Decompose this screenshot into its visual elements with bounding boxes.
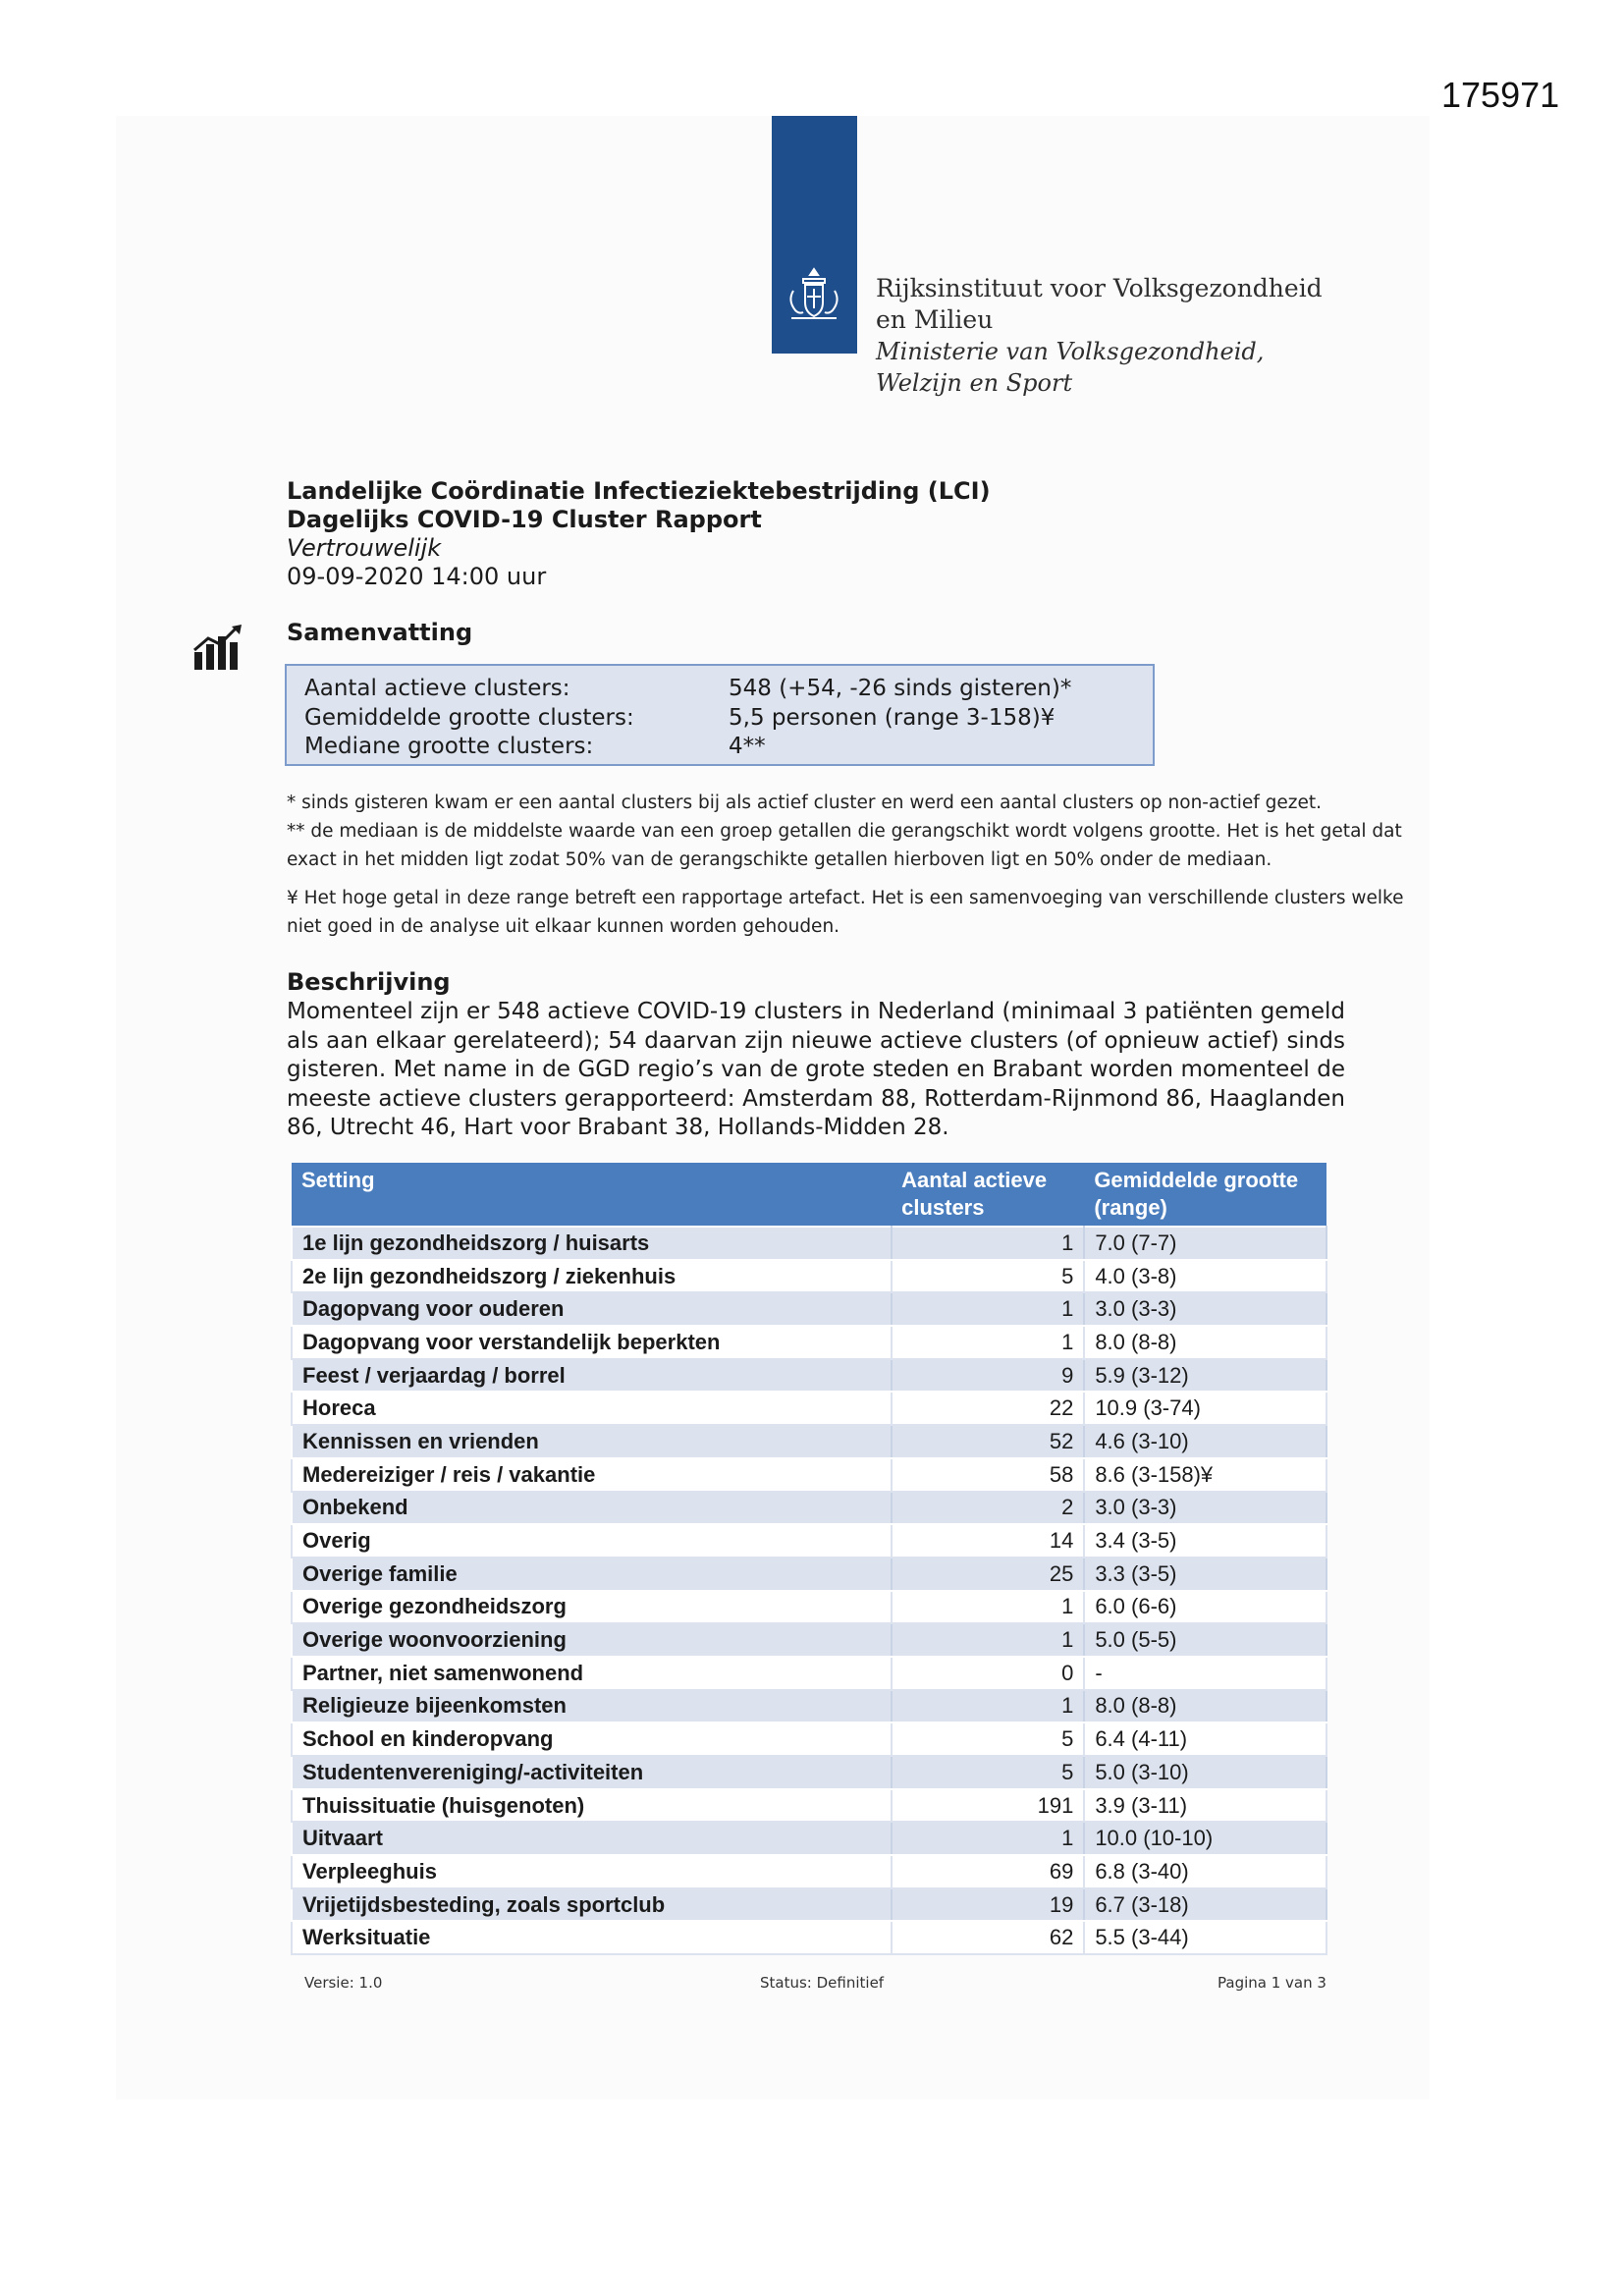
setting-cell: Kennissen en vrienden	[292, 1425, 892, 1458]
setting-cell: 1e lijn gezondheidszorg / huisarts	[292, 1227, 892, 1260]
count-cell: 62	[892, 1921, 1084, 1954]
count-cell: 1	[892, 1822, 1084, 1855]
table-row	[292, 1756, 1326, 1789]
size-cell: 5.0 (3-10)	[1084, 1756, 1326, 1789]
table-row	[292, 1524, 1326, 1558]
summary-box	[285, 664, 1155, 766]
report-subtitle: Dagelijks COVID-19 Cluster Rapport	[287, 506, 762, 533]
size-cell: 5.5 (3-44)	[1084, 1921, 1326, 1954]
setting-cell: Onbekend	[292, 1492, 892, 1525]
size-cell: 5.0 (5-5)	[1084, 1623, 1326, 1657]
count-cell: 1	[892, 1227, 1084, 1260]
count-cell: 2	[892, 1492, 1084, 1525]
setting-cell: Thuissituatie (huisgenoten)	[292, 1789, 892, 1823]
description-title: Beschrijving	[287, 968, 451, 996]
report-title: Landelijke Coördinatie Infectieziektebestrijding (LCI)	[287, 477, 991, 505]
table-row	[292, 1722, 1326, 1756]
table-row	[292, 1822, 1326, 1855]
count-cell: 9	[892, 1359, 1084, 1393]
size-cell: 8.6 (3-158)¥	[1084, 1458, 1326, 1492]
table-row	[292, 1227, 1326, 1260]
table-row	[292, 1359, 1326, 1393]
setting-cell: Overige gezondheidszorg	[292, 1591, 892, 1624]
summary-value: 4**	[729, 734, 766, 759]
table-row	[292, 1690, 1326, 1723]
table-body	[292, 1227, 1326, 1954]
size-cell: 5.9 (3-12)	[1084, 1359, 1326, 1393]
summary-title: Samenvatting	[287, 619, 473, 646]
setting-cell: 2e lijn gezondheidszorg / ziekenhuis	[292, 1260, 892, 1293]
size-cell: 6.0 (6-6)	[1084, 1591, 1326, 1624]
table-row	[292, 1292, 1326, 1326]
setting-cell: Horeca	[292, 1392, 892, 1425]
confidential-label: Vertrouwelijk	[287, 534, 442, 562]
size-cell: 6.8 (3-40)	[1084, 1855, 1326, 1888]
size-cell: 3.0 (3-3)	[1084, 1292, 1326, 1326]
logo-line-2: en Milieu	[876, 305, 994, 334]
cluster-table	[291, 1163, 1327, 1955]
table-row	[292, 1855, 1326, 1888]
bar-chart-icon	[192, 623, 245, 672]
count-cell: 5	[892, 1260, 1084, 1293]
count-cell: 0	[892, 1657, 1084, 1690]
setting-cell: Overig	[292, 1524, 892, 1558]
setting-cell: School en kinderopvang	[292, 1722, 892, 1756]
table-header-row	[292, 1163, 1326, 1227]
report-datetime: 09-09-2020 14:00 uur	[287, 563, 547, 590]
column-header-count: Aantal actieve clusters	[892, 1163, 1084, 1227]
table-row	[292, 1591, 1326, 1624]
logo-text	[876, 273, 1323, 399]
table-row	[292, 1888, 1326, 1922]
size-cell: 8.0 (8-8)	[1084, 1326, 1326, 1359]
size-cell: 3.9 (3-11)	[1084, 1789, 1326, 1823]
footnote-new-clusters: * sinds gisteren kwam er een aantal clusters bij als actief cluster en werd een aantal clusters op non-actief gezet.	[287, 793, 1323, 813]
footnote-median: ** de mediaan is de middelste waarde van een groep getallen die gerangschikt wordt volgens grootte. Het is het getal dat exact in het midden ligt zodat 50% van de gerangschikte getallen hierboven ligt en 50% onder de mediaan.	[287, 821, 1402, 870]
size-cell: 6.4 (4-11)	[1084, 1722, 1326, 1756]
logo-line-1: Rijksinstituut voor Volksgezondheid	[876, 274, 1323, 302]
count-cell: 1	[892, 1690, 1084, 1723]
table-row	[292, 1921, 1326, 1954]
summary-label: Aantal actieve clusters:	[304, 676, 570, 701]
size-cell: 4.0 (3-8)	[1084, 1260, 1326, 1293]
size-cell: 3.3 (3-5)	[1084, 1558, 1326, 1591]
crest-icon	[784, 265, 844, 326]
table-row	[292, 1789, 1326, 1823]
count-cell: 191	[892, 1789, 1084, 1823]
table-row	[292, 1392, 1326, 1425]
table-row	[292, 1623, 1326, 1657]
size-cell: 6.7 (3-18)	[1084, 1888, 1326, 1922]
setting-cell: Vrijetijdsbesteding, zoals sportclub	[292, 1888, 892, 1922]
setting-cell: Religieuze bijeenkomsten	[292, 1690, 892, 1723]
column-header-setting: Setting	[292, 1163, 892, 1227]
size-cell: 10.0 (10-10)	[1084, 1822, 1326, 1855]
count-cell: 1	[892, 1591, 1084, 1624]
count-cell: 25	[892, 1558, 1084, 1591]
summary-value: 5,5 personen (range 3-158)¥	[729, 705, 1056, 731]
footnote-range-artefact: ¥ Het hoge getal in deze range betreft een rapportage artefact. Het is een samenvoeging van verschillende clusters welke niet goed in de analyse uit elkaar kunnen worden gehouden.	[287, 888, 1404, 937]
footer-page: Pagina 1 van 3	[1218, 1974, 1326, 1992]
setting-cell: Overige woonvoorziening	[292, 1623, 892, 1657]
count-cell: 5	[892, 1756, 1084, 1789]
setting-cell: Uitvaart	[292, 1822, 892, 1855]
size-cell: -	[1084, 1657, 1326, 1690]
table-row	[292, 1558, 1326, 1591]
table-row	[292, 1425, 1326, 1458]
table-row	[292, 1458, 1326, 1492]
table-row	[292, 1657, 1326, 1690]
size-cell: 8.0 (8-8)	[1084, 1690, 1326, 1723]
footer-status: Status: Definitief	[760, 1974, 885, 1992]
setting-cell: Medereiziger / reis / vakantie	[292, 1458, 892, 1492]
table-row	[292, 1326, 1326, 1359]
setting-cell: Dagopvang voor ouderen	[292, 1292, 892, 1326]
count-cell: 5	[892, 1722, 1084, 1756]
logo-line-4: Welzijn en Sport	[876, 369, 1073, 397]
summary-label: Mediane grootte clusters:	[304, 734, 594, 759]
setting-cell: Verpleeghuis	[292, 1855, 892, 1888]
setting-cell: Werksituatie	[292, 1921, 892, 1954]
count-cell: 19	[892, 1888, 1084, 1922]
count-cell: 22	[892, 1392, 1084, 1425]
setting-cell: Dagopvang voor verstandelijk beperkten	[292, 1326, 892, 1359]
setting-cell: Studentenvereniging/-activiteiten	[292, 1756, 892, 1789]
size-cell: 3.4 (3-5)	[1084, 1524, 1326, 1558]
summary-label: Gemiddelde grootte clusters:	[304, 705, 634, 731]
size-cell: 7.0 (7-7)	[1084, 1227, 1326, 1260]
table-row	[292, 1492, 1326, 1525]
size-cell: 3.0 (3-3)	[1084, 1492, 1326, 1525]
count-cell: 1	[892, 1292, 1084, 1326]
footer-version: Versie: 1.0	[304, 1974, 383, 1992]
summary-value: 548 (+54, -26 sinds gisteren)*	[729, 676, 1072, 701]
size-cell: 10.9 (3-74)	[1084, 1392, 1326, 1425]
count-cell: 69	[892, 1855, 1084, 1888]
setting-cell: Feest / verjaardag / borrel	[292, 1359, 892, 1393]
logo-line-3: Ministerie van Volksgezondheid,	[876, 338, 1265, 365]
rijksoverheid-logo-bar	[772, 116, 857, 354]
setting-cell: Overige familie	[292, 1558, 892, 1591]
column-header-size: Gemiddelde grootte (range)	[1084, 1163, 1326, 1227]
count-cell: 1	[892, 1326, 1084, 1359]
count-cell: 58	[892, 1458, 1084, 1492]
count-cell: 14	[892, 1524, 1084, 1558]
setting-cell: Partner, niet samenwonend	[292, 1657, 892, 1690]
document-number: 175971	[1441, 75, 1560, 115]
count-cell: 1	[892, 1623, 1084, 1657]
table-row	[292, 1260, 1326, 1293]
size-cell: 4.6 (3-10)	[1084, 1425, 1326, 1458]
report-header	[287, 477, 991, 591]
count-cell: 52	[892, 1425, 1084, 1458]
description-text: Momenteel zijn er 548 actieve COVID-19 clusters in Nederland (minimaal 3 patiënten gemeld als aan elkaar gerelateerd); 54 daarvan zijn nieuwe actieve clusters (of opnieuw actief) sinds gisteren. Met name in de GGD regio’s van de grote steden en Brabant worden momenteel de meeste actieve clusters gerapporteerd: Amsterdam 88, Rotterdam-Rijnmond 86, Haaglanden 86, Utrecht 46, Hart voor Brabant 38, Hollands-Midden 28.	[287, 999, 1345, 1140]
